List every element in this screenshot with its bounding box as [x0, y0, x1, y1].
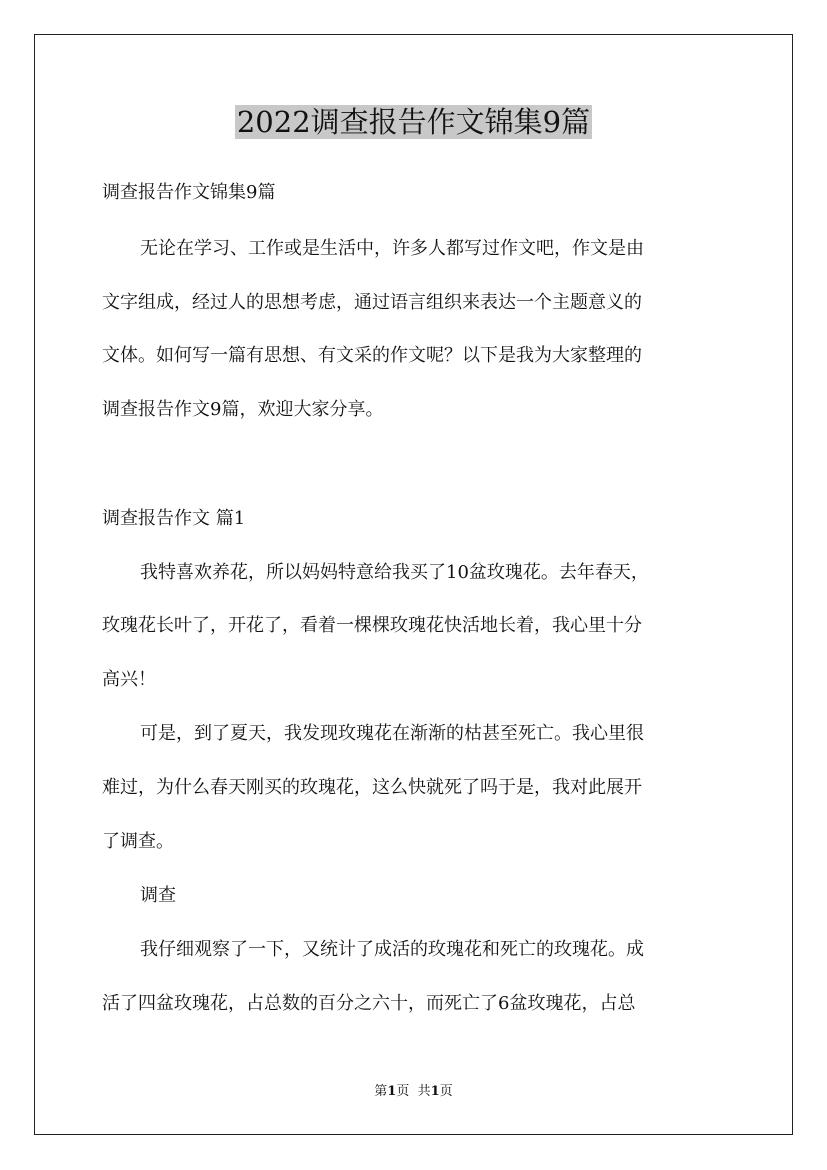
- subheading: 调查: [140, 885, 176, 906]
- footer-total-suffix: 页: [439, 1084, 453, 1099]
- para2-line-3: 了调查。: [102, 831, 174, 852]
- footer-page-number: 1: [387, 1084, 397, 1099]
- page-footer: [0, 1084, 827, 1100]
- intro-line-3: 文体。如何写一篇有思想、有文采的作文呢？以下是我为大家整理的: [102, 345, 642, 366]
- document-subtitle: 调查报告作文锦集9篇: [102, 182, 276, 203]
- footer-total-prefix: 共: [417, 1084, 431, 1099]
- intro-line-4: 调查报告作文9篇，欢迎大家分享。: [102, 399, 384, 420]
- para2-line-2: 难过，为什么春天刚买的玫瑰花，这么快就死了吗于是，我对此展开: [102, 777, 642, 798]
- footer-page-suffix: 页: [396, 1084, 410, 1099]
- intro-line-1: 无论在学习、工作或是生活中，许多人都写过作文吧，作文是由: [140, 238, 644, 259]
- para1-line-1: 我特喜欢养花，所以妈妈特意给我买了10盆玫瑰花。去年春天，: [140, 562, 649, 583]
- intro-line-2: 文字组成，经过人的思想考虑，通过语言组织来表达一个主题意义的: [102, 292, 642, 313]
- section-heading: 调查报告作文 篇1: [102, 508, 246, 529]
- para3-line-2: 活了四盆玫瑰花，占总数的百分之六十，而死亡了6盆玫瑰花，占总: [102, 993, 636, 1014]
- document-title-text: 2022调查报告作文锦集9篇: [236, 105, 591, 139]
- footer-total-number: 1: [430, 1084, 440, 1099]
- para3-line-1: 我仔细观察了一下，又统计了成活的玫瑰花和死亡的玫瑰花。成: [140, 939, 644, 960]
- footer-page-prefix: 第: [374, 1084, 388, 1099]
- document-title: [0, 102, 827, 142]
- para2-line-1: 可是，到了夏天，我发现玫瑰花在渐渐的枯甚至死亡。我心里很: [140, 723, 644, 744]
- para1-line-2: 玫瑰花长叶了，开花了，看着一棵棵玫瑰花快活地长着，我心里十分: [102, 615, 642, 636]
- para1-line-3: 高兴！: [102, 669, 156, 690]
